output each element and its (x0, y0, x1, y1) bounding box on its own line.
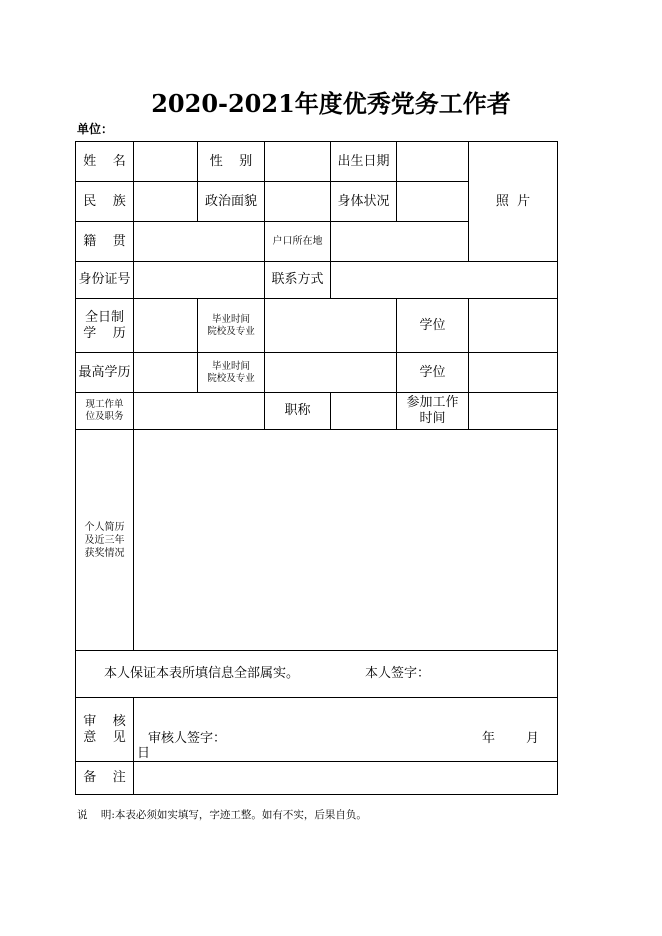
work-start-label (397, 393, 469, 430)
ethnicity-field[interactable] (134, 182, 198, 222)
remarks-label: 备 注 (76, 762, 134, 795)
fulltime-edu-label (76, 299, 134, 353)
id-number-label: 身份证号 (76, 262, 134, 299)
household-location-label: 户口所在地 (265, 222, 331, 262)
footnote: 说 明:本表必须如实填写，字迹工整。如有不实，后果自负。 (77, 809, 367, 821)
pledge-signature-label: 本人签字： (365, 666, 431, 681)
review-day-label: 日 (137, 746, 151, 761)
gender-field[interactable] (265, 142, 331, 182)
native-place-field[interactable] (134, 222, 265, 262)
pledge-row (76, 651, 558, 698)
grad-time-label (198, 299, 265, 353)
contact-field[interactable] (331, 262, 558, 299)
unit-label: 单位： (77, 122, 114, 136)
ethnicity-label: 民 族 (76, 182, 134, 222)
current-job-field[interactable] (134, 393, 265, 430)
title-rank-field[interactable] (331, 393, 397, 430)
name-field[interactable] (134, 142, 198, 182)
grad-time2-label-line1: 毕业时间 (211, 360, 250, 372)
review-label (76, 698, 134, 762)
review-year-label: 年 (482, 731, 496, 746)
birth-date-label: 出生日期 (331, 142, 397, 182)
fulltime-edu-field[interactable] (134, 299, 198, 353)
photo-box[interactable] (469, 142, 558, 262)
degree2-label: 学位 (397, 353, 469, 393)
current-job-label-line2: 位及职务 (85, 411, 124, 422)
photo-label: 照 片 (495, 193, 531, 209)
resume-field[interactable] (134, 430, 558, 651)
highest-edu-field[interactable] (134, 353, 198, 393)
fulltime-edu-label-line1: 全日制 (84, 309, 124, 325)
resume-label-line1: 个人简历 (84, 521, 125, 533)
degree2-field[interactable] (469, 353, 558, 393)
gender-label: 性 别 (198, 142, 265, 182)
degree-label: 学位 (397, 299, 469, 353)
degree-field[interactable] (469, 299, 558, 353)
resume-label (76, 430, 134, 651)
native-place-label: 籍 贯 (76, 222, 134, 262)
resume-label-line3: 获奖情况 (84, 547, 125, 559)
health-field[interactable] (397, 182, 469, 222)
household-location-field[interactable] (331, 222, 469, 262)
grad-time2-label-line2: 院校及专业 (207, 372, 255, 384)
current-job-label (76, 393, 134, 430)
highest-edu-label: 最高学历 (76, 353, 134, 393)
reviewer-signature-label: 审核人签字： (148, 731, 227, 746)
title-rank-label: 职称 (265, 393, 331, 430)
birth-date-field[interactable] (397, 142, 469, 182)
grad-time2-label (198, 353, 265, 393)
political-status-field[interactable] (265, 182, 331, 222)
work-start-label-line1: 参加工作 (406, 395, 459, 410)
page-title: 2020-2021年度优秀党务工作者 (151, 89, 511, 118)
review-label-line1: 审 核 (83, 713, 126, 729)
grad-time2-field[interactable] (265, 353, 397, 393)
work-start-label-line2: 时间 (419, 411, 446, 426)
review-month-label: 月 (526, 731, 540, 746)
political-status-label: 政治面貌 (198, 182, 265, 222)
id-number-field[interactable] (134, 262, 265, 299)
resume-label-line2: 及近三年 (84, 534, 125, 546)
remarks-field[interactable] (134, 762, 558, 795)
pledge-text: 本人保证本表所填信息全部属实。 (104, 666, 300, 681)
contact-label: 联系方式 (265, 262, 331, 299)
fulltime-edu-label-line2: 学 历 (83, 325, 126, 341)
grad-time-field[interactable] (265, 299, 397, 353)
review-field[interactable] (134, 698, 558, 762)
review-label-line2: 意 见 (83, 729, 126, 745)
name-label: 姓 名 (76, 142, 134, 182)
registration-form (75, 141, 558, 795)
grad-time-label-line2: 院校及专业 (207, 325, 255, 337)
current-job-label-line1: 现工作单 (85, 399, 124, 410)
health-label: 身体状况 (331, 182, 397, 222)
work-start-field[interactable] (469, 393, 558, 430)
grad-time-label-line1: 毕业时间 (211, 313, 250, 325)
